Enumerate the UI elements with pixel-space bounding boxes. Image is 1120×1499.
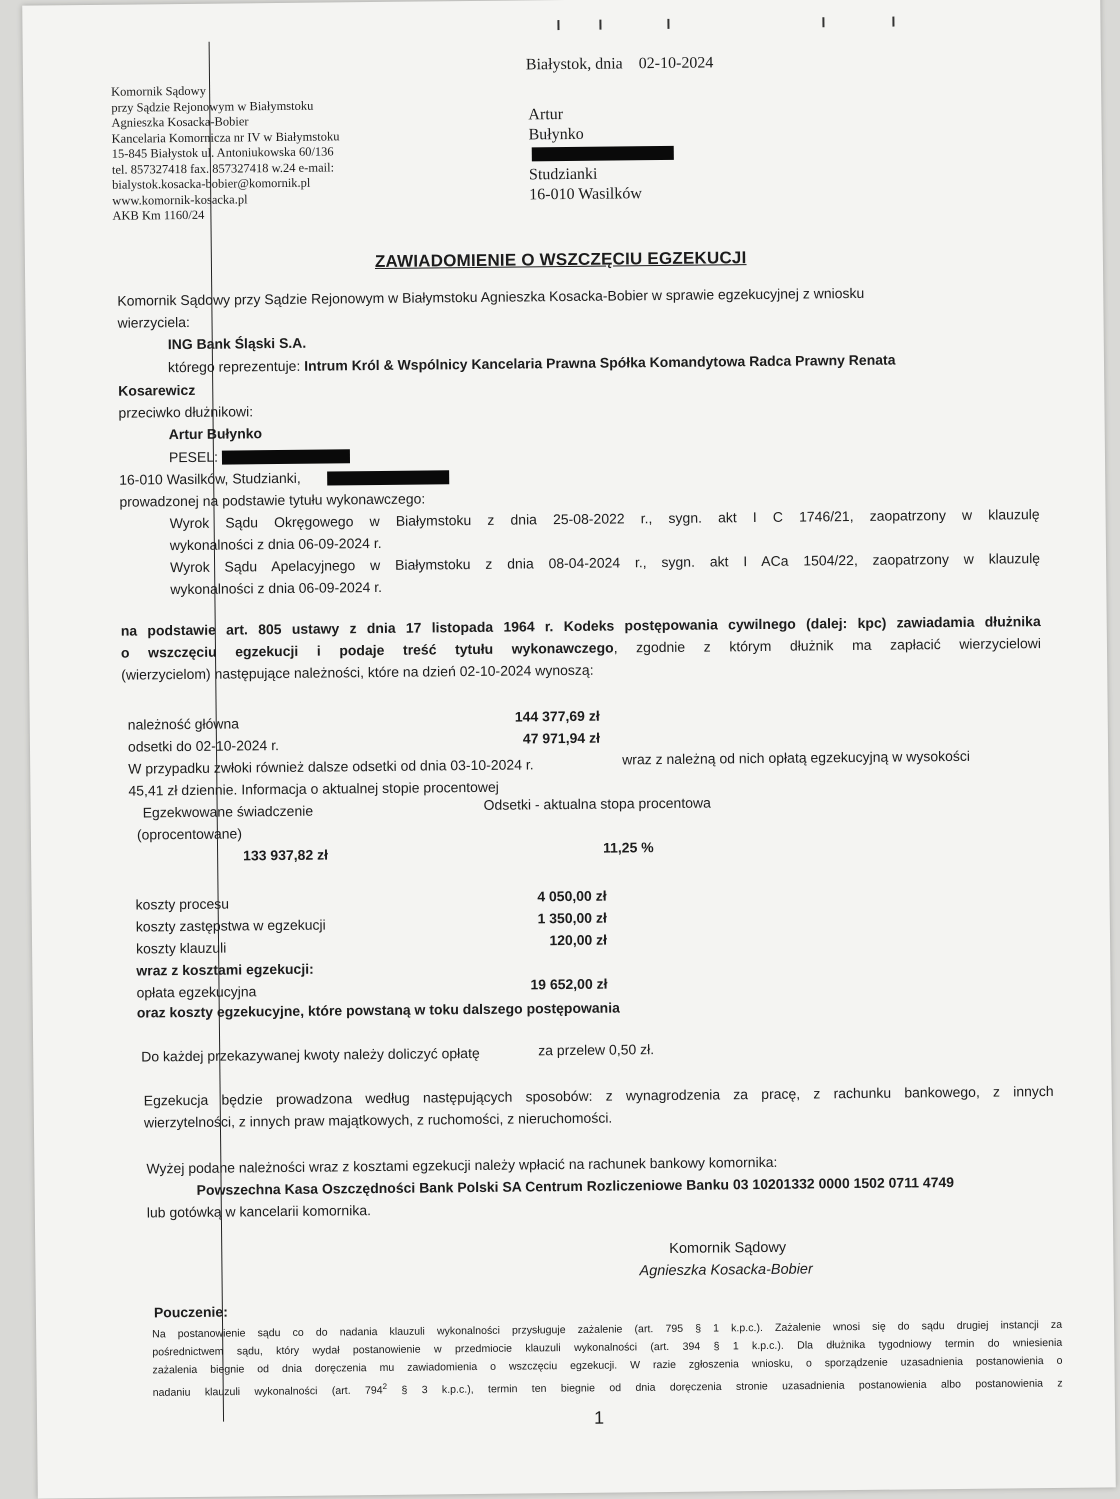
methods-line-1: Egzekucja będzie prowadzona według następujących sposobów: z wynagrodzenia za pracę, z rachunku bankowego, z innych [143,1082,1054,1109]
sender-line: Agnieszka Kosacka-Bobier [111,114,249,130]
punch-mark [599,20,601,30]
addressee-last-name: Bułynko [528,125,584,144]
addressee-city: Studzianki [528,165,598,184]
benefit-value: 133 937,82 zł [243,846,329,864]
signature-name: Agnieszka Kosacka-Bobier [639,1261,813,1280]
principal-label: należność główna [127,715,240,733]
instruction-line-2: pośrednictwem sądu, który wydał postanowienie w przedmiocie klauzuli wykonalności (art. 394 § 1 k.p.c.). Dla dłużnika tygodniowy termin do wniesienia [152,1336,1063,1359]
basis-label: prowadzonej na podstawie tytułu wykonawczego: [119,490,426,510]
debtor-address: 16-010 Wasilków, Studzianki, [119,469,301,488]
punch-mark [667,19,669,29]
creditor-name: ING Bank Śląski S.A. [167,334,307,353]
principal-value: 144 377,69 zł [514,707,600,725]
column-head-benefit-2: (oprocentowane) [136,825,243,843]
sender-line: tel. 857327418 fax. 857327418 w.24 e-mail: [111,159,335,177]
sender-line: AKB Km 1160/24 [112,207,205,223]
punch-mark [892,17,894,27]
page-number: 1 [593,1407,605,1428]
sender-block [111,82,340,224]
cost-rep-label: koszty zastępstwa w egzekucji [135,916,326,935]
intro-line-1: Komornik Sądowy przy Sądzie Rejonowym w Białymstoku Agnieszka Kosacka-Bobier w sprawie egzekucyjnej z wniosku [117,284,865,309]
sender-line: bialystok.kosacka-bobier@komornik.pl [112,175,311,192]
instruction-heading: Pouczenie: [153,1303,228,1321]
sender-line: Komornik Sądowy [111,83,206,99]
addressee-first-name: Artur [528,106,564,124]
column-head-benefit: Egzekwowane świadczenie [142,802,314,821]
notice-line-3: (wierzycielom) następujące należności, które na dzień 02-10-2024 wynoszą: [121,661,594,683]
title-2-line-b: wykonalności z dnia 06-09-2024 r. [170,578,383,598]
redaction-bar [327,470,449,485]
notice-line-2 [121,635,1041,661]
pesel-label: PESEL: [168,448,219,466]
fee-label: opłata egzekucyjna [136,983,257,1001]
payment-line-1: Wyżej podane należności wraz z kosztami egzekucji należy wpłacić na rachunek bankowy komornika: [146,1153,778,1177]
title-2-line-a: Wyrok Sądu Apelacyjnego w Białymstoku z dnia 08-04-2024 r., sygn. akt I ACa 1504/22, zaopatrzony w klauzulę [170,550,1041,576]
debtor-name: Artur Bułynko [168,425,263,443]
rate-value: 11,25 % [602,839,654,856]
sender-line: www.komornik-kosacka.pl [112,191,248,208]
representative-label: którego reprezentuje: [167,357,301,376]
title-1-line-b: wykonalności z dnia 06-09-2024 r. [169,534,382,554]
representative-name-cont: Kosarewicz [118,381,196,399]
cost-rep-value: 1 350,00 zł [537,909,607,927]
transfer-fee: za przelew 0,50 zł. [538,1041,655,1059]
instruction-line-4a: nadaniu klauzuli wykonalności (art. 794 [152,1384,383,1399]
representative-name: Intrum Król & Wspólnicy Kancelaria Prawna Spółka Komandytowa Radca Prawny Renata [304,351,896,374]
redaction-bar [532,146,674,161]
fee-value: 19 652,00 zł [530,975,608,993]
addressee-postal: 16-010 Wasilków [529,185,642,204]
instruction-line-3: zażalenia biegnie od dnia doręczenia mu zawiadomienia o wszczęciu egzekucji. W razie zgłoszenia wniosku, o sporządzenie uzasadnienia postanowienia o [152,1354,1063,1377]
column-head-rate: Odsetki - aktualna stopa procentowa [483,794,711,813]
title-1-line-a: Wyrok Sądu Okręgowego w Białymstoku z dnia 25-08-2022 r., sygn. akt I C 1746/21, zaopatrzony w klauzulę [169,506,1040,532]
document-page [22,0,1116,1499]
methods-line-2: wierzytelności, z innych praw majątkowych, z ruchomości, z nieruchomości. [143,1109,613,1131]
notice-bold: o wszczęciu egzekucji i podaje treść tytułu wykonawczego [120,639,614,661]
instruction-line-4b: § 3 k.p.c.), termin ten biegnie od dnia doręczenia stronie uzasadnienia postanowienia albo postanowienia z [387,1377,1063,1397]
cost-process-label: koszty procesu [135,895,230,913]
instruction-line-1: Na postanowienie sądu co do nadania klauzuli wykonalności przysługuje zażalenie (art. 795 § 1 k.p.c.). Zażalenie wnosi się do sądu drugiej instancji za [152,1318,1063,1341]
instruction-superscript: 2 [382,1381,388,1391]
cost-process-value: 4 050,00 zł [537,887,607,905]
daily-text: 45,41 zł dziennie. Informacja o aktualnej stopie procentowej [128,778,499,799]
punch-mark [822,17,824,27]
payment-line-3: lub gotówką w kancelarii komornika. [146,1202,372,1221]
punch-mark [557,20,559,30]
delay-text: W przypadku zwłoki również dalsze odsetki od dnia 03-10-2024 r. [128,756,534,777]
notice-rest: , zgodnie z którym dłużnik ma zapłacić wierzycielowi [613,635,1042,656]
cost-clause-value: 120,00 zł [549,931,608,949]
sender-line: Kancelaria Komornicza nr IV w Białymstoku [111,128,340,146]
interest-value: 47 971,94 zł [522,729,600,747]
representative-line [168,352,896,376]
date-line: Białystok, dnia 02-10-2024 [525,54,714,74]
interest-label: odsetki do 02-10-2024 r. [127,737,280,755]
signature-role: Komornik Sądowy [669,1239,787,1257]
notice-line-1: na podstawie art. 805 ustawy z dnia 17 listopada 1964 r. Kodeks postępowania cywilnego (dalej: kpc) zawiadamia dłużnika [120,613,1041,639]
delay-text-2: wraz z należną od nich opłatą egzekucyjną w wysokości [622,747,971,768]
further-costs: oraz koszty egzekucyjne, które powstaną w toku dalszego postępowania [136,999,620,1021]
document-title: ZAWIADOMIENIE O WSZCZĘCIU EGZEKUCJI [374,248,747,272]
intro-line-2: wierzyciela: [117,313,190,331]
sender-line: przy Sądzie Rejonowym w Białymstoku [111,98,314,115]
with-costs-label: wraz z kosztami egzekucji: [136,960,314,979]
redaction-bar [222,449,350,464]
bank-account: Powszechna Kasa Oszczędności Bank Polski SA Centrum Rozliczeniowe Banku 03 10201332 0000 1502 0711 4749 [196,1173,955,1198]
transfer-text: Do każdej przekazywanej kwoty należy doliczyć opłatę [141,1044,480,1065]
against-label: przeciwko dłużnikowi: [118,403,254,421]
sender-line: 15-845 Białystok ul. Antoniukowska 60/136 [111,144,334,161]
cost-clause-label: koszty klauzuli [136,939,227,957]
